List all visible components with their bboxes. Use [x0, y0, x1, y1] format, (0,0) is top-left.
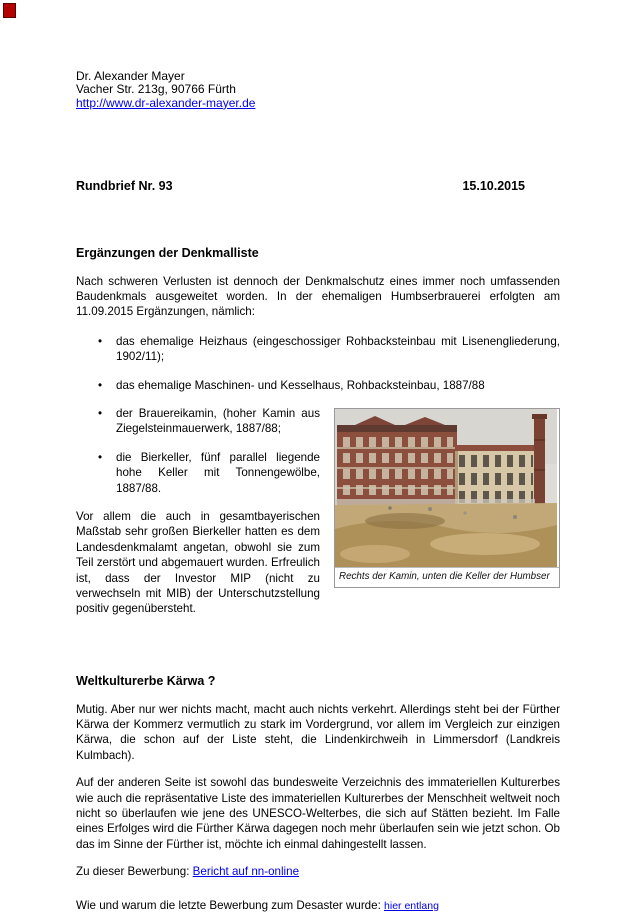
newsletter-title: Rundbrief Nr. 93: [76, 179, 173, 194]
hier-entlang-link[interactable]: hier entlang: [384, 899, 439, 912]
section1-intro: Nach schweren Verlusten ist dennoch der Denkmalschutz eines immer noch umfassenden Baudenkmals ausgeweitet worden. In der ehemaligen Humbserbrauerei erfolgten am 11.09.2015 Ergänzungen, nämlich:: [76, 274, 560, 319]
bullet-icon: •: [98, 334, 103, 348]
bewerbung-line: [76, 864, 560, 879]
list-item: [76, 378, 560, 393]
desaster-line: [76, 898, 560, 914]
corner-mark: [3, 3, 16, 18]
sender-name: Dr. Alexander Mayer: [76, 69, 185, 83]
bullet-icon: •: [98, 450, 103, 464]
monument-list-part1: [76, 334, 560, 393]
desaster-label: Wie und warum die letzte Bewerbung zum Desaster wurde:: [76, 898, 381, 912]
list-item: [76, 450, 560, 496]
list-item-text: das ehemalige Heizhaus (eingeschossiger Rohbacksteinbau mit Lisenengliederung, 1902/11);: [116, 334, 560, 364]
section1-heading: Ergänzungen der Denkmalliste: [76, 245, 259, 260]
list-item-text: das ehemalige Maschinen- und Kesselhaus, Rohbacksteinbau, 1887/88: [116, 378, 485, 392]
bullet-icon: •: [98, 378, 103, 392]
list-item: [76, 334, 560, 365]
figure-caption: Rechts der Kamin, unten die Keller der Humbser: [335, 567, 559, 587]
sender-block: [76, 70, 560, 110]
list-item-text: die Bierkeller, fünf parallel liegende hohe Keller mit Tonnengewölbe, 1887/88.: [116, 450, 320, 495]
section2-heading: Weltkulturerbe Kärwa ?: [76, 673, 216, 688]
sender-website-link[interactable]: http://www.dr-alexander-mayer.de: [76, 95, 256, 110]
bullet-icon: •: [98, 407, 103, 420]
section2-para1: Mutig. Aber nur wer nichts macht, macht auch nichts verkehrt. Allerdings steht bei der Fürther Kärwa der Kommerz vermutlich zu stark im Vordergrund, vor allem im Vergleich zur einzigen Kärwa, die schon auf der Liste steht, die Lindenkirchweih in Limmersdorf (Landkreis Kulmbach).: [76, 702, 560, 762]
nn-online-link[interactable]: Bericht auf nn-online: [192, 865, 300, 879]
section1-body: Vor allem die auch in gesamtbayerischen Maßstab sehr großen Bierkeller hatten es dem Landesdenkmalamt angetan, obwohl sie zum Teil zerstört und abgemauert wurden. Erfreulich ist, dass der Investor MIP (nicht zu verwechseln mit MIB) der Unterschutzstellung positiv gegenübersteht.: [76, 510, 320, 616]
section2-para2: Auf der anderen Seite ist sowohl das bundesweite Verzeichnis des immateriellen Kulturerbes wie auch die repräsentative Liste des immateriellen Kulturerbes der Menschheit weltweit noch nicht so überlaufen wie jene des UNESCO-Welterbes, die sich auf Stätten bezieht. Im Falle eines Erfolges wird die Fürther Kärwa dagegen noch mehr überlaufen sein wie jetzt schon. Ob das im Sinne der Fürther ist, möchte ich einmal dahingestellt lassen.: [76, 776, 560, 851]
meta-row: [76, 178, 560, 195]
section-divider-space: [76, 629, 560, 673]
bewerbung-label: Zu dieser Bewerbung:: [76, 865, 190, 879]
list-item: [76, 406, 560, 437]
sender-address: Vacher Str. 213g, 90766 Fürth: [76, 82, 236, 97]
monument-list-part2: [76, 406, 560, 496]
list-item-text: der Brauereikamin, (hoher Kamin aus Ziegelsteinmauerwerk, 1887/88;: [116, 407, 320, 436]
newsletter-date: 15.10.2015: [462, 179, 525, 194]
